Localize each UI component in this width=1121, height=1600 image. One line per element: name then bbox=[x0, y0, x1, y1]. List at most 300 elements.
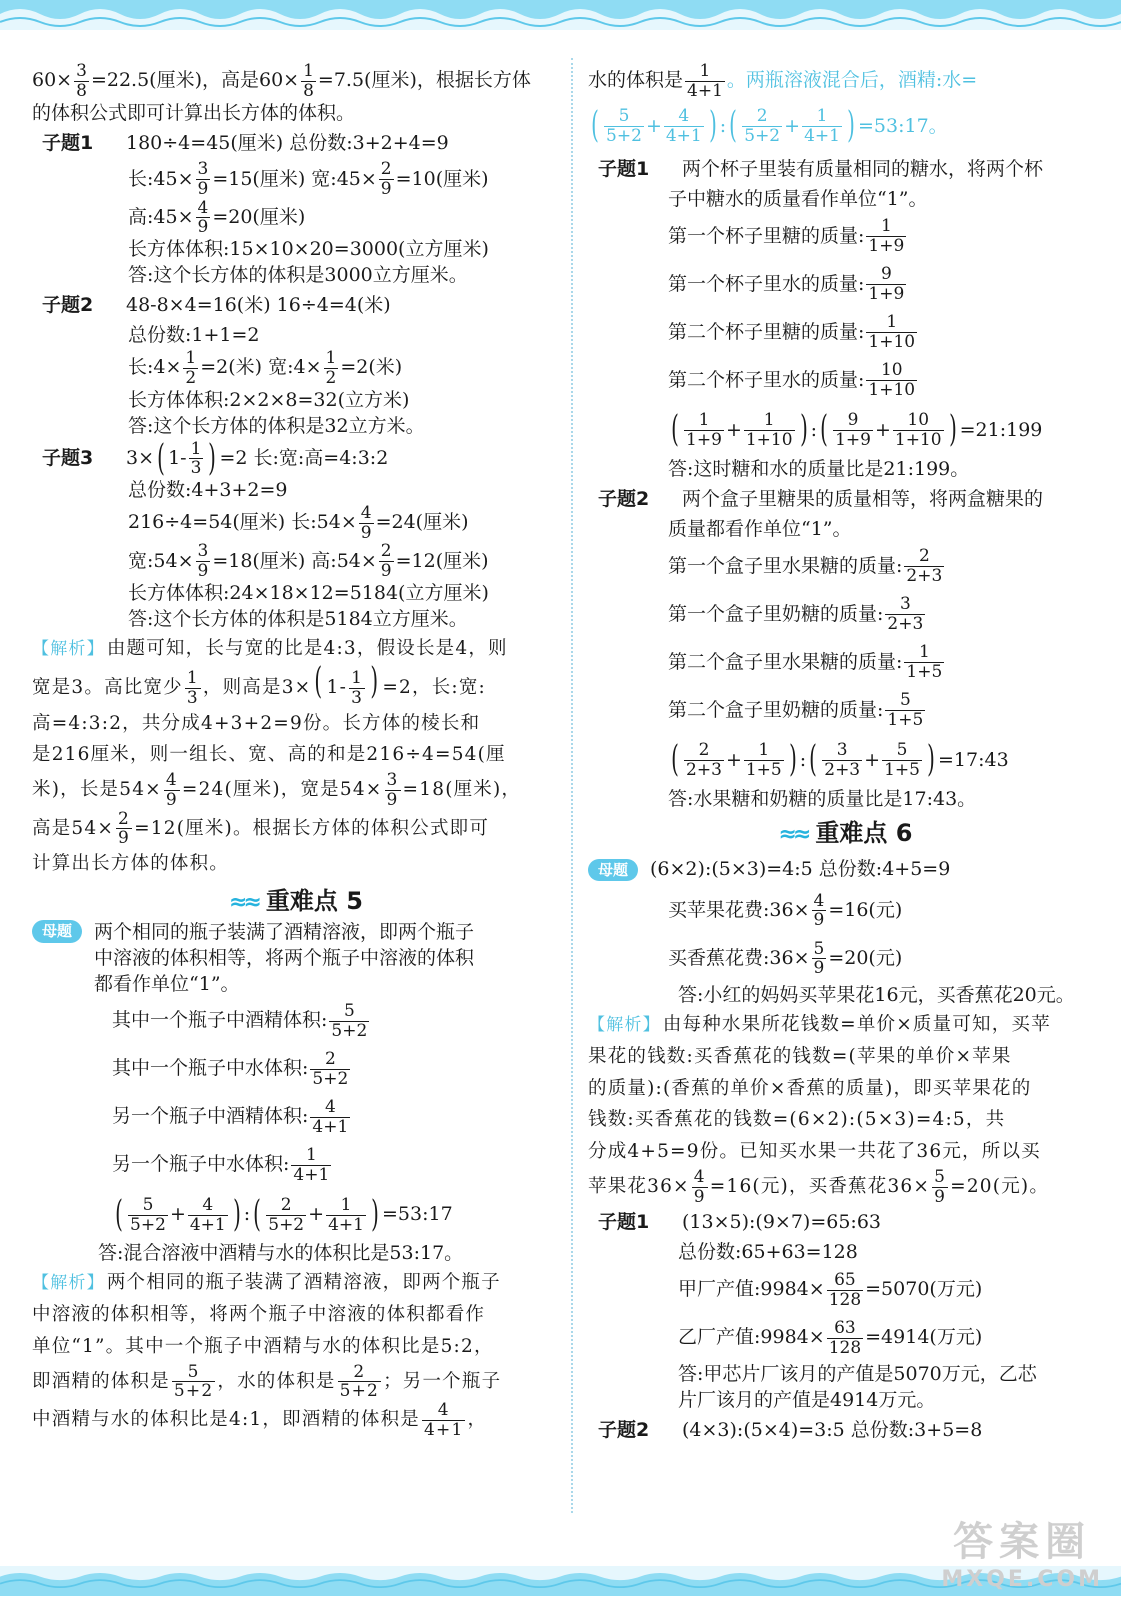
text: 第一个杯子里水的质量: bbox=[668, 272, 865, 295]
left-paren: ( bbox=[671, 409, 679, 451]
numerator: 1 bbox=[699, 61, 711, 81]
fraction bbox=[188, 1196, 228, 1234]
denominator: 8 bbox=[76, 80, 87, 101]
fraction bbox=[932, 1168, 948, 1206]
text: =2(米) 宽:4× bbox=[200, 356, 322, 379]
denominator: 4+1 bbox=[293, 1164, 330, 1185]
q2-line bbox=[32, 323, 560, 349]
q3-line bbox=[32, 437, 560, 479]
text: 买香蕉花费:36× bbox=[668, 947, 810, 969]
text: 的体积公式即可计算出长方体的体积。 bbox=[32, 101, 356, 124]
q3-line bbox=[32, 504, 560, 542]
numerator: 4 bbox=[197, 197, 209, 218]
right-paren: ) bbox=[799, 409, 808, 451]
analysis-paragraph-1 bbox=[32, 633, 560, 880]
text: ， bbox=[467, 1409, 488, 1431]
text: 果花的钱数:买香蕉花的钱数=(苹果的单价×苹果 bbox=[588, 1045, 1012, 1067]
denominator: 1+5 bbox=[745, 759, 782, 780]
fraction bbox=[359, 504, 374, 542]
right-paren: ) bbox=[948, 409, 957, 451]
text: 单位“1”。其中一个瓶子中酒精与水的体积比是5:2， bbox=[32, 1335, 494, 1357]
denominator: 9 bbox=[118, 828, 131, 849]
text: =2(米) bbox=[340, 356, 403, 379]
mother-question-badge: 母题 bbox=[588, 859, 638, 882]
text: =2 长:宽:高=4:3:2 bbox=[219, 446, 389, 469]
denominator: 4+1 bbox=[328, 1214, 364, 1235]
right-paren: ) bbox=[708, 105, 717, 147]
denominator: 5+2 bbox=[744, 125, 781, 146]
denominator: 1+10 bbox=[745, 429, 793, 450]
numerator: 1 bbox=[185, 348, 197, 369]
mt5-equation: ( $\frac{5}{5+2}$ + $\frac{4}{4+1}$ ) : ( $\frac{2}{5+2}$ + $\frac{1}{4+1}$ ) =53:17 bbox=[115, 1194, 453, 1236]
q3-line bbox=[32, 581, 560, 607]
numerator: 1 bbox=[340, 1195, 352, 1216]
text: =20(厘米) bbox=[212, 206, 306, 229]
fraction bbox=[866, 217, 906, 255]
text: 另一个瓶子中水体积: bbox=[112, 1153, 290, 1176]
numerator: 1 bbox=[698, 410, 710, 431]
mt5-answer bbox=[32, 1241, 560, 1267]
text: (4×3):(5×4)=3:5 总份数:3+5=8 bbox=[682, 1419, 983, 1442]
q2-line bbox=[32, 289, 560, 323]
text: 216÷4=54(厘米) 长:54× bbox=[128, 511, 357, 534]
numerator: 10 bbox=[907, 410, 930, 431]
fraction bbox=[904, 547, 944, 585]
numerator: 1 bbox=[763, 410, 775, 431]
text: 答:甲芯片厂该月的产值是5070万元，乙芯 bbox=[678, 1363, 1037, 1386]
right-paren: ) bbox=[927, 739, 935, 781]
right-paren: ) bbox=[847, 105, 855, 147]
fraction bbox=[904, 643, 944, 681]
q3-line bbox=[32, 542, 560, 580]
intro-line bbox=[32, 62, 560, 100]
fraction bbox=[744, 411, 795, 449]
watermark-logo bbox=[941, 1510, 1103, 1592]
text: 片厂该月的产值是4914万元。 bbox=[678, 1389, 936, 1412]
analysis-tag: 【解析】 bbox=[588, 1014, 661, 1035]
denominator: 9 bbox=[165, 789, 178, 810]
fraction bbox=[185, 669, 201, 707]
text: 第二个杯子里糖的质量: bbox=[668, 320, 865, 343]
fraction bbox=[893, 411, 944, 449]
numerator: 1 bbox=[886, 312, 898, 333]
text: =24(厘米)，宽是54× bbox=[181, 779, 383, 801]
fraction bbox=[604, 107, 644, 145]
numerator: 9 bbox=[847, 410, 859, 431]
right-column bbox=[588, 62, 1103, 1448]
s1-equation: ( $\frac{1}{1+9}$ + $\frac{1}{1+10}$ ) : ( $\frac{9}{1+9}$ + $\frac{10}{1+10}$ ) =21:199 bbox=[671, 409, 1043, 451]
text: =20(元)。 bbox=[950, 1176, 1050, 1198]
numerator: 1 bbox=[880, 216, 892, 237]
text: 中溶液的体积相等，将两个瓶子中溶液的体积 bbox=[94, 946, 475, 969]
numerator: 1 bbox=[758, 740, 770, 761]
mt5-line bbox=[32, 1141, 560, 1189]
text: ，水的体积是 bbox=[217, 1370, 336, 1392]
numerator: 3 bbox=[386, 770, 399, 791]
text: 1- bbox=[326, 677, 348, 699]
denominator: 9 bbox=[934, 1186, 947, 1207]
t1-answer bbox=[588, 1388, 1103, 1414]
numerator: 2 bbox=[918, 546, 930, 567]
text: =53:17。 bbox=[858, 114, 948, 137]
fraction bbox=[664, 107, 704, 145]
text: ，则高是3× bbox=[202, 677, 312, 699]
top-wave-border bbox=[0, 0, 1121, 30]
text: 乙厂产值:9984× bbox=[678, 1326, 825, 1349]
text: =7.5(厘米)，根据长方体 bbox=[317, 69, 531, 92]
denominator: 1+10 bbox=[894, 429, 942, 450]
text: 答:这个长方体的体积是3000立方厘米。 bbox=[128, 264, 468, 287]
text: 高=4:3:2，共分成4+3+2=9份。长方体的棱长和 bbox=[32, 712, 481, 734]
left-paren: ( bbox=[729, 105, 738, 147]
mt5-text bbox=[94, 920, 474, 997]
text: 长方体体积:24×18×12=5184(立方厘米) bbox=[128, 581, 489, 604]
fraction bbox=[172, 1363, 215, 1401]
watermark-text: 答案圈 bbox=[953, 1519, 1092, 1565]
numerator: 4 bbox=[324, 1097, 336, 1118]
text: 答:这个长方体的体积是5184立方厘米。 bbox=[128, 607, 468, 630]
t1-line bbox=[588, 1206, 1103, 1240]
text: 水的体积是 bbox=[588, 69, 684, 92]
text: 两个盒子里糖果的质量相等，将两盒糖果的 bbox=[682, 487, 1044, 510]
numerator: 3 bbox=[836, 740, 848, 761]
s1-line bbox=[588, 356, 1103, 404]
fraction bbox=[885, 595, 925, 633]
denominator: 1+10 bbox=[868, 379, 916, 400]
right-top-equation: ( $\frac{5}{5+2}$ + $\frac{4}{4+1}$ ) : ( $\frac{2}{5+2}$ + $\frac{1}{4+1}$ ) =53:17。 bbox=[591, 105, 948, 147]
denominator: 5+2 bbox=[173, 1381, 214, 1402]
numerator: 3 bbox=[197, 541, 209, 562]
numerator: 4 bbox=[693, 1166, 706, 1187]
numerator: 2 bbox=[280, 1195, 292, 1216]
text: 买苹果花费:36× bbox=[668, 899, 810, 921]
fraction bbox=[812, 940, 827, 978]
numerator: 1 bbox=[816, 106, 828, 127]
fraction bbox=[326, 1196, 366, 1234]
fraction bbox=[833, 411, 873, 449]
numerator: 5 bbox=[187, 1361, 200, 1382]
s1-line bbox=[588, 212, 1103, 260]
text: 高是54× bbox=[32, 817, 115, 839]
denominator: 4+1 bbox=[804, 125, 840, 146]
mother-question-badge: 母题 bbox=[32, 920, 82, 943]
text: 都看作单位“1”。 bbox=[94, 972, 240, 995]
denominator: 5+2 bbox=[331, 1020, 368, 1041]
s2-line bbox=[588, 482, 1103, 516]
numerator: 4 bbox=[360, 502, 372, 523]
fraction bbox=[885, 691, 925, 729]
denominator: 1+5 bbox=[906, 661, 943, 682]
text: 答:混合溶液中酒精与水的体积比是53:17。 bbox=[98, 1242, 464, 1265]
analysis-tag: 【解析】 bbox=[32, 638, 105, 659]
fraction bbox=[379, 160, 394, 198]
denominator: 5+2 bbox=[268, 1214, 305, 1235]
left-column bbox=[32, 62, 560, 1439]
numerator: 4 bbox=[678, 106, 690, 127]
text: 子中糖水的质量看作单位“1”。 bbox=[668, 187, 928, 210]
text: 答:小红的妈妈买苹果花16元，买香蕉花20元。 bbox=[678, 984, 1075, 1006]
s2-line bbox=[588, 686, 1103, 734]
mt5-line bbox=[32, 1093, 560, 1141]
text: =24(厘米) bbox=[375, 511, 469, 534]
left-paren: ( bbox=[314, 661, 324, 703]
text: 答:水果糖和奶糖的质量比是17:43。 bbox=[668, 787, 977, 810]
text: =53:17 bbox=[382, 1203, 453, 1226]
text: 质量都看作单位“1”。 bbox=[668, 517, 852, 540]
text: 米)，长是54× bbox=[32, 779, 162, 801]
subquestion-label: 子题1 bbox=[598, 1211, 650, 1234]
text: 1- bbox=[168, 446, 187, 469]
numerator: 3 bbox=[899, 594, 911, 615]
denominator: 1+10 bbox=[868, 331, 916, 352]
text: =21:199 bbox=[959, 418, 1043, 441]
text: =5070(万元) bbox=[865, 1278, 983, 1301]
text: =22.5(厘米)，高是60× bbox=[90, 69, 300, 92]
subquestion-label: 子题1 bbox=[42, 131, 94, 154]
text: 中溶液的体积相等，将两个瓶子中溶液的体积都看作 bbox=[32, 1304, 486, 1326]
text: 其中一个瓶子中水体积: bbox=[112, 1057, 309, 1080]
subquestion-label: 子题3 bbox=[42, 446, 94, 469]
text: 宽是3。高比宽少 bbox=[32, 677, 183, 699]
fraction bbox=[744, 741, 784, 779]
fraction bbox=[183, 349, 198, 387]
left-paren: ( bbox=[591, 105, 599, 147]
text: 其中一个瓶子中酒精体积: bbox=[112, 1009, 328, 1032]
text: 甲厂产值:9984× bbox=[678, 1278, 825, 1301]
text: 苹果花36× bbox=[588, 1176, 690, 1198]
q1-line bbox=[32, 199, 560, 237]
q3-line bbox=[32, 478, 560, 504]
fraction bbox=[116, 810, 132, 848]
fraction bbox=[802, 107, 842, 145]
left-paren: ( bbox=[820, 409, 828, 451]
fraction bbox=[128, 1196, 168, 1234]
denominator: 128 bbox=[828, 1337, 862, 1358]
mt5-line bbox=[32, 997, 560, 1045]
numerator: 63 bbox=[834, 1318, 856, 1339]
right-paren: ) bbox=[232, 1194, 241, 1236]
mt6-answer bbox=[588, 983, 1103, 1009]
fraction bbox=[189, 440, 204, 478]
text: 宽:54× bbox=[128, 549, 194, 572]
text: 是216厘米，则一组长、宽、高的和是216÷4=54(厘 bbox=[32, 744, 506, 766]
mt6-line bbox=[588, 853, 1103, 887]
text: 两个相同的瓶子装满了酒精溶液，即两个瓶子 bbox=[94, 921, 475, 944]
left-paren: ( bbox=[253, 1194, 262, 1236]
fraction bbox=[324, 349, 339, 387]
text: 第一个杯子里糖的质量: bbox=[668, 224, 865, 247]
wave-icon: ≈≈ bbox=[229, 889, 258, 915]
denominator: 8 bbox=[303, 80, 314, 101]
denominator: 2+3 bbox=[906, 565, 943, 586]
text: =12(厘米)。根据长方体的体积公式即可 bbox=[134, 817, 490, 839]
text: 的质量):(香蕉的单价×香蕉的质量)，即买苹果花的 bbox=[588, 1077, 1032, 1099]
column-divider bbox=[571, 58, 573, 1513]
denominator: 4+1 bbox=[665, 125, 702, 146]
q2-answer bbox=[32, 414, 560, 440]
text: 长:4× bbox=[128, 356, 182, 379]
text: =12(厘米) bbox=[395, 549, 489, 572]
text: =18(厘米) 高:54× bbox=[212, 549, 377, 572]
fraction bbox=[196, 542, 211, 580]
text: 第二个盒子里水果糖的质量: bbox=[668, 650, 903, 673]
numerator: 5 bbox=[343, 1001, 355, 1022]
text: 第一个盒子里水果糖的质量: bbox=[668, 554, 903, 577]
denominator: 5+2 bbox=[312, 1068, 349, 1089]
numerator: 10 bbox=[880, 360, 903, 381]
fraction bbox=[349, 669, 365, 707]
section-title: 重难点 6 bbox=[815, 819, 913, 848]
text: ；另一个瓶子 bbox=[383, 1370, 502, 1392]
numerator: 1 bbox=[190, 438, 202, 459]
fraction bbox=[338, 1363, 381, 1401]
section-heading-6 bbox=[588, 818, 1103, 849]
right-paren: ) bbox=[788, 739, 797, 781]
numerator: 2 bbox=[756, 106, 768, 127]
analysis-paragraph-3 bbox=[588, 1009, 1103, 1206]
fraction bbox=[822, 741, 862, 779]
text: 分成4+5=9份。已知买水果一共花了36元，所以买 bbox=[588, 1141, 1041, 1163]
numerator: 5 bbox=[142, 1195, 154, 1216]
denominator: 4+1 bbox=[423, 1419, 464, 1440]
numerator: 1 bbox=[303, 61, 314, 81]
q1-line bbox=[32, 160, 560, 198]
fraction bbox=[684, 411, 724, 449]
s2-line bbox=[588, 590, 1103, 638]
denominator: 9 bbox=[197, 217, 209, 238]
subquestion-label: 子题2 bbox=[42, 294, 94, 317]
denominator: 4+1 bbox=[312, 1116, 349, 1137]
numerator: 2 bbox=[324, 1049, 336, 1070]
subquestion-label: 子题2 bbox=[598, 1419, 650, 1442]
t1-line bbox=[588, 1314, 1103, 1362]
text: 总份数:1+1=2 bbox=[128, 324, 260, 347]
fraction bbox=[301, 62, 316, 100]
numerator: 1 bbox=[305, 1145, 317, 1166]
text: 长方体体积:2×2×8=32(立方米) bbox=[128, 388, 410, 411]
fraction bbox=[827, 1319, 863, 1357]
q1-line bbox=[32, 126, 560, 160]
mt6-line bbox=[588, 887, 1103, 935]
denominator: 2+3 bbox=[824, 759, 861, 780]
mt5-line bbox=[32, 1045, 560, 1093]
denominator: 1+5 bbox=[884, 759, 920, 780]
text: 计算出长方体的体积。 bbox=[32, 853, 230, 874]
t2-line bbox=[588, 1414, 1103, 1448]
numerator: 4 bbox=[813, 890, 825, 911]
fraction bbox=[266, 1196, 306, 1234]
numerator: 9 bbox=[880, 264, 892, 285]
numerator: 5 bbox=[618, 106, 630, 127]
text: 180÷4=45(厘米) 总份数:3+2+4=9 bbox=[126, 131, 449, 154]
denominator: 9 bbox=[197, 560, 209, 581]
numerator: 5 bbox=[813, 938, 825, 959]
fraction bbox=[379, 542, 394, 580]
s2-line bbox=[588, 542, 1103, 590]
denominator: 5+2 bbox=[606, 125, 642, 146]
denominator: 4+1 bbox=[189, 1214, 226, 1235]
q2-line bbox=[32, 388, 560, 414]
fraction bbox=[196, 199, 211, 237]
text: =10(厘米) bbox=[395, 167, 489, 190]
text: 总份数:65+63=128 bbox=[678, 1241, 858, 1264]
text: 即酒精的体积是 bbox=[32, 1370, 170, 1392]
right-paren: ) bbox=[208, 437, 217, 479]
text: =15(厘米) 宽:45× bbox=[212, 167, 377, 190]
s2-line bbox=[588, 516, 1103, 542]
denominator: 9 bbox=[380, 179, 392, 200]
denominator: 2 bbox=[325, 367, 337, 388]
s1-line bbox=[588, 260, 1103, 308]
right-top-line bbox=[588, 62, 1103, 100]
numerator: 3 bbox=[76, 61, 87, 81]
text: =18(厘米)， bbox=[402, 779, 522, 801]
denominator: 3 bbox=[186, 687, 199, 708]
fraction bbox=[684, 741, 724, 779]
subquestion-label: 子题1 bbox=[598, 157, 650, 180]
text: 钱数:买香蕉花的钱数=(6×2):(5×3)=4:5，共 bbox=[588, 1109, 1006, 1131]
text: 。两瓶溶液混合后，酒精:水= bbox=[726, 69, 978, 92]
text: 第二个盒子里奶糖的质量: bbox=[668, 698, 884, 721]
denominator: 5+2 bbox=[130, 1214, 166, 1235]
s2-equation: ( $\frac{2}{2+3}$ + $\frac{1}{1+5}$ ) : ( $\frac{3}{2+3}$ + $\frac{5}{1+5}$ ) =17:43 bbox=[671, 739, 1009, 781]
denominator: 9 bbox=[360, 522, 372, 543]
text: =17:43 bbox=[938, 748, 1009, 771]
section-title: 重难点 5 bbox=[265, 886, 363, 915]
text: 长方体体积:15×10×20=3000(立方厘米) bbox=[128, 238, 489, 261]
fraction bbox=[866, 361, 917, 399]
right-paren: ) bbox=[370, 661, 379, 703]
text: 由题可知，长与宽的比是4:3，假设长是4，则 bbox=[106, 637, 508, 659]
q2-line bbox=[32, 349, 560, 387]
denominator: 9 bbox=[380, 560, 392, 581]
text: 中酒精与水的体积比是4:1，即酒精的体积是 bbox=[32, 1409, 420, 1431]
text: 两个杯子里装有质量相同的糖水，将两个杯 bbox=[682, 157, 1044, 180]
left-paren: ( bbox=[115, 1194, 123, 1236]
text: 两个相同的瓶子装满了酒精溶液，即两个瓶子 bbox=[106, 1272, 501, 1294]
numerator: 5 bbox=[899, 690, 911, 711]
denominator: 4+1 bbox=[687, 80, 723, 101]
text: 答:这个长方体的体积是32立方米。 bbox=[128, 414, 425, 437]
text: =16(元) bbox=[828, 899, 903, 921]
text: (13×5):(9×7)=65:63 bbox=[682, 1211, 882, 1234]
denominator: 1+9 bbox=[868, 283, 905, 304]
numerator: 4 bbox=[437, 1400, 450, 1421]
left-paren: ( bbox=[157, 437, 165, 479]
fraction bbox=[866, 265, 906, 303]
fraction bbox=[310, 1050, 350, 1088]
denominator: 1+9 bbox=[686, 429, 722, 450]
q1-line bbox=[32, 237, 560, 263]
denominator: 9 bbox=[813, 910, 825, 931]
numerator: 1 bbox=[186, 668, 199, 689]
text: (6×2):(5×3)=4:5 总份数:4+5=9 bbox=[650, 858, 951, 880]
text: =20(元) bbox=[828, 947, 903, 969]
denominator: 9 bbox=[197, 179, 209, 200]
numerator: 4 bbox=[165, 770, 178, 791]
text: 另一个瓶子中酒精体积: bbox=[112, 1105, 309, 1128]
fraction bbox=[827, 1271, 863, 1309]
fraction bbox=[882, 741, 922, 779]
left-paren: ( bbox=[809, 739, 818, 781]
fraction bbox=[812, 892, 827, 930]
denominator: 128 bbox=[828, 1289, 862, 1310]
fraction bbox=[329, 1002, 369, 1040]
denominator: 9 bbox=[813, 958, 825, 979]
text: 总份数:4+3+2=9 bbox=[128, 479, 288, 501]
text: 48-8×4=16(米) 16÷4=4(米) bbox=[126, 294, 391, 317]
right-paren: ) bbox=[371, 1194, 379, 1236]
